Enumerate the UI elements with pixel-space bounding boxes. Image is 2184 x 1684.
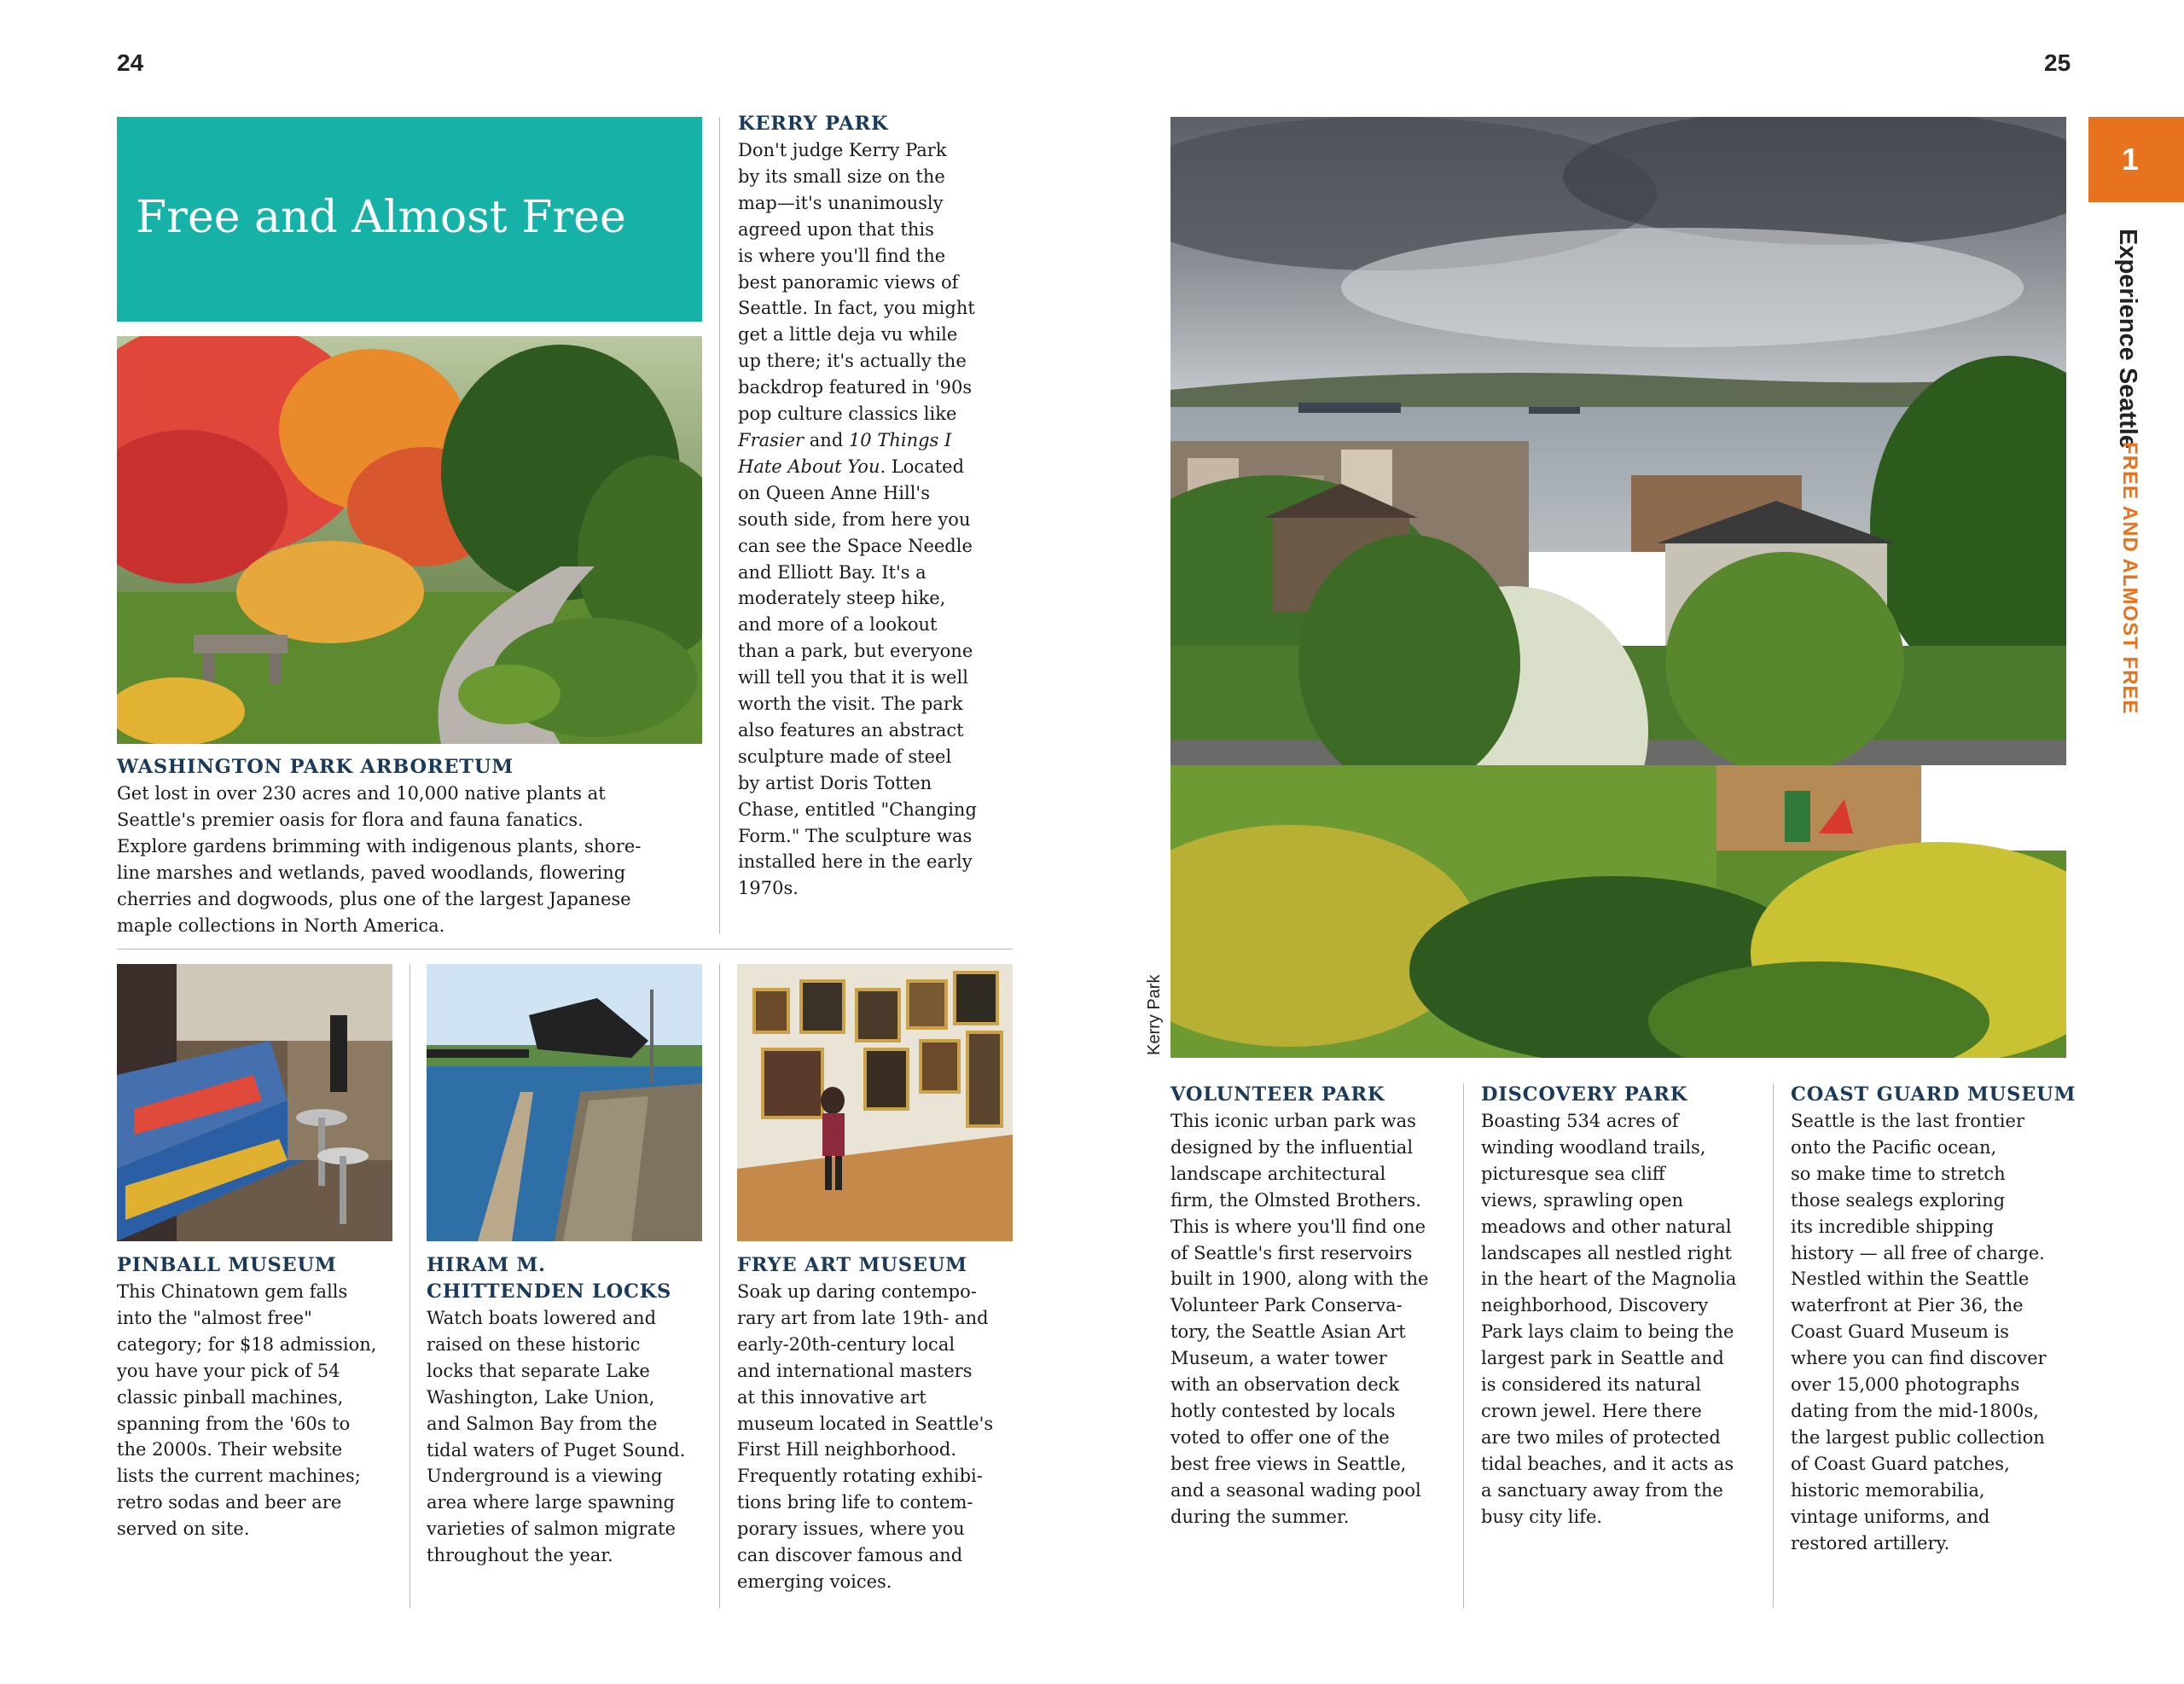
volunteer-park-entry <box>1170 1082 1456 1530</box>
coast-guard-text: Seattle is the last frontier onto the Pacific ocean, so make time to stretch those sealegs exploring its incredible shipping history — all free of charge. Nestled within the Seattle waterfront at Pier 36, the Coast Guard Museum is where you can find discover over 15,000 photographs dating from the mid-1800s, the largest public collection of Coast Guard patches, historic memorabilia, vintage uniforms, and restored artillery. <box>1791 1111 2047 1553</box>
subsection-label: FREE AND ALMOST FREE <box>2118 442 2141 715</box>
volunteer-park-heading: VOLUNTEER PARK <box>1170 1083 1385 1106</box>
kerry-park-photo <box>1170 117 2066 1058</box>
section-label: Experience Seattle <box>2114 229 2141 449</box>
left-page-number: 24 <box>117 49 144 76</box>
film-title-frasier: Frasier <box>738 429 804 450</box>
kerry-park-text <box>738 137 1019 902</box>
pinball-heading: PINBALL MUSEUM <box>117 1254 337 1276</box>
frye-text: Soak up daring contempo- rary art from late 19th- and early-20th-century local and international masters at this innovative art museum located in Seattle's First Hill neighborhood. Frequently rotating exhibi- tions bring life to contem- porary issues, where you can discover famous and emerging voices. <box>737 1281 994 1592</box>
frye-photo <box>737 964 1013 1241</box>
right-page-number: 25 <box>2044 49 2071 76</box>
film-title-10-things-b: Hate About You <box>738 456 880 477</box>
pinball-text: This Chinatown gem falls into the "almost free" category; for $18 admission, you have your pick of 54 classic pinball machines, spanning from the '60s to the 2000s. Their website lists the current machines; retro sodas and beer are served on site. <box>117 1281 377 1540</box>
film-title-10-things-a: 10 Things I <box>848 429 952 450</box>
column-divider <box>719 117 720 934</box>
column-divider <box>1773 1083 1774 1608</box>
arboretum-entry <box>117 754 706 938</box>
locks-text: Watch boats lowered and raised on these historic locks that separate Lake Washington, Lake Union, and Salmon Bay from the tidal waters of Puget Sound. Underground is a viewing area where large spawning varieties of salmon migrate throughout the year. <box>427 1308 686 1566</box>
pinball-photo <box>117 964 392 1241</box>
discovery-park-entry <box>1481 1082 1767 1530</box>
coast-guard-entry <box>1791 1082 2081 1556</box>
pinball-entry <box>117 1252 398 1542</box>
coast-guard-heading: COAST GUARD MUSEUM <box>1791 1083 2077 1106</box>
section-banner <box>117 117 702 322</box>
arboretum-heading: WASHINGTON PARK ARBORETUM <box>117 756 514 778</box>
kerry-park-text-b: . Located <box>880 456 965 477</box>
locks-heading: HIRAM M. CHITTENDEN LOCKS <box>427 1254 672 1303</box>
arboretum-photo <box>117 336 702 744</box>
kerry-park-entry <box>738 111 1019 902</box>
column-divider <box>719 964 720 1608</box>
locks-entry <box>427 1252 708 1569</box>
section-title: Free and Almost Free <box>136 192 626 243</box>
kerry-park-and: and <box>804 429 849 450</box>
kerry-park-text-a: Don't judge Kerry Park by its small size on the map—it's unanimously agreed upon that this is where you'll find the best panoramic views of Seattle. In fact, you might get a little deja vu while up there; it's actually the backdrop featured in '90s pop culture classics like <box>738 140 975 425</box>
discovery-park-heading: DISCOVERY PARK <box>1481 1083 1688 1106</box>
arboretum-text: Get lost in over 230 acres and 10,000 native plants at Seattle's premier oasis for flora and fauna fanatics. Explore gardens brimming with indigenous plants, shore- line marshes and wetlands, paved woodlands, flowering cherries and dogwoods, plus one of the largest Japanese maple collections in North America. <box>117 783 642 936</box>
kerry-park-heading: KERRY PARK <box>738 113 889 135</box>
chapter-tab: 1 <box>2088 117 2184 202</box>
locks-photo <box>427 964 702 1241</box>
kerry-park-text-c: on Queen Anne Hill's south side, from here you can see the Space Needle and Elliott Bay. It's a moderately steep hike, and more of a lookout than a park, but everyone will tell you that it is well worth the visit. The park also features an abstract sculpture made of steel by artist Doris Totten Chase, entitled "Changing Form." The sculpture was installed here in the early 1970s. <box>738 482 977 899</box>
frye-entry <box>737 1252 1027 1595</box>
column-divider <box>1463 1083 1464 1608</box>
frye-heading: FRYE ART MUSEUM <box>737 1254 967 1276</box>
discovery-park-text: Boasting 534 acres of winding woodland trails, picturesque sea cliff views, sprawling open meadows and other natural landscapes all nestled right in the heart of the Magnolia neighborhood, Discovery Park lays claim to being the largest park in Seattle and is considered its natural crown jewel. Here there are two miles of protected tidal beaches, and it acts as a sanctuary away from the busy city life. <box>1481 1111 1737 1527</box>
photo-caption: Kerry Park <box>1145 974 1164 1055</box>
volunteer-park-text: This iconic urban park was designed by the influential landscape architectural firm, the Olmsted Brothers. This is where you'll find one of Seattle's first reservoirs built in 1900, along with the Volunteer Park Conserva- tory, the Seattle Asian Art Museum, a water tower with an observation deck hotly contested by locals voted to offer one of the best free views in Seattle, and a seasonal wading pool during the summer. <box>1170 1111 1429 1527</box>
